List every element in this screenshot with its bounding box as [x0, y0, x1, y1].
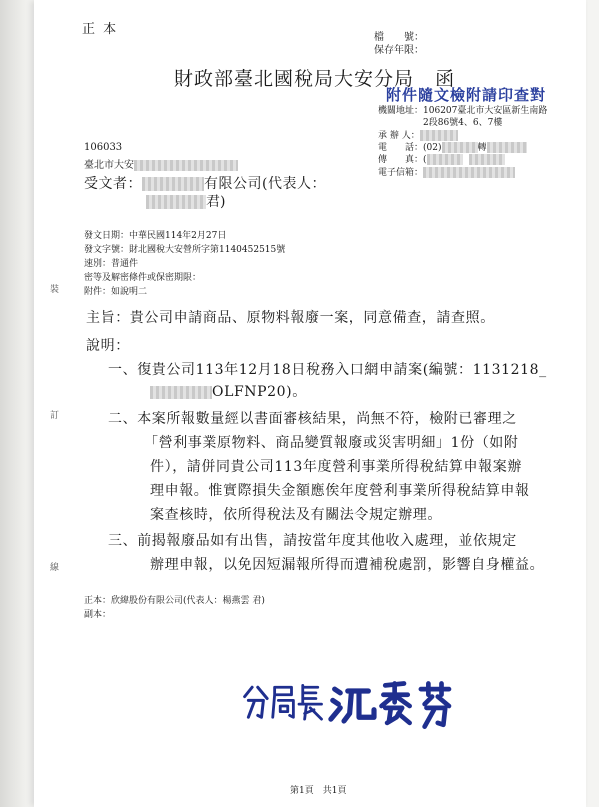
phone-label: 電 話：	[378, 143, 424, 153]
explanation-label: 說明：	[86, 338, 130, 354]
page-info: 第1頁 共1頁	[290, 786, 347, 796]
fax-row	[378, 152, 505, 165]
handler-label: 承 辦 人：	[378, 131, 420, 141]
secrecy: 密等及解密條件或保密期限：	[84, 273, 202, 283]
copy-recipient: 副本：	[84, 610, 112, 620]
fax-label: 傳 真：	[378, 155, 424, 165]
agency-name: 財政部臺北國稅局大安分局	[174, 68, 415, 90]
address-prefix: 臺北市大安	[84, 160, 134, 171]
item-3-line-1: 三、前揭報廢品如有出售，請按當年度其他收入處理，並依規定	[108, 533, 517, 549]
attachment-info: 附件：如說明二	[84, 287, 148, 297]
speed: 速別：普通件	[84, 259, 139, 269]
margin-mark-top: 裝	[50, 285, 60, 295]
doc-type: 函	[435, 68, 456, 90]
redacted-fax	[427, 154, 463, 165]
ext-label: 轉	[477, 143, 487, 153]
subject: 主旨：貴公司申請商品、原物料報廢一案，同意備查，請查照。	[86, 310, 495, 326]
address-line1: 106207臺北市大安區新生南路	[423, 106, 548, 116]
original-recipient: 正本：欣緯股份有限公司(代表人：楊燕雲 君)	[84, 596, 265, 606]
item-2-line-2: 「營利事業原物料、商品變質報廢或災害明細」1份（如附	[144, 435, 519, 451]
recipient-name: 有限公司(代表人：	[204, 176, 326, 192]
retention-label: 保存年限：	[374, 45, 424, 56]
email-label: 電子信箱：	[378, 168, 424, 178]
document-page	[34, 0, 586, 807]
recipient-address	[84, 156, 238, 171]
recipient-label: 受文者：	[84, 176, 142, 192]
redacted-representative	[146, 195, 206, 209]
redacted-company	[142, 177, 204, 191]
item-1-line-2-text: OLFNP20)。	[212, 384, 307, 400]
margin-mark-bottom: 線	[50, 563, 60, 573]
phone-value: (02)	[423, 143, 442, 153]
issue-date: 發文日期：中華民國114年2月27日	[84, 231, 227, 241]
email-row	[378, 165, 515, 178]
item-1-line-2	[150, 381, 307, 401]
recipient-name-end: 君)	[206, 194, 226, 210]
redacted-application-no	[150, 386, 212, 399]
item-2-line-1: 二、本案所報數量經以書面審核結果，尚無不符，檢附已審理之	[108, 411, 517, 427]
margin-mark-middle: 訂	[50, 411, 60, 421]
file-no-label: 檔 號：	[374, 32, 424, 43]
redacted-fax-2	[469, 154, 505, 165]
attachment-stamp: 附件隨文檢附請印查對	[386, 86, 547, 104]
fax-value: (	[423, 155, 427, 165]
address-label: 機關地址：	[378, 106, 424, 116]
redacted-email	[423, 167, 515, 178]
address-line2: 2段86號4、6、7樓	[423, 118, 503, 128]
recipient-line2	[146, 191, 225, 211]
item-2-line-3: 件），請併同貴公司113年度營利事業所得稅結算申報案辦	[150, 459, 522, 475]
item-3-line-2: 辦理申報，以免因短漏報所得而遭補稅處罰，影響自身權益。	[150, 557, 545, 573]
recipient-line	[84, 173, 326, 193]
director-signature	[229, 676, 489, 736]
copy-type: 正 本	[82, 22, 119, 37]
item-1-line-1: 一、復貴公司113年12月18日稅務入口網申請案(編號：1131218_	[108, 362, 547, 378]
postal-code: 106033	[84, 142, 123, 153]
item-2-line-4: 理申報。惟實際損失金額應俟年度營利事業所得稅結算申報	[150, 483, 530, 499]
item-2-line-5: 案查核時，依所得稅法及有關法令規定辦理。	[150, 507, 442, 523]
doc-number: 發文字號：財北國稅大安營所字第1140452515號	[84, 245, 286, 255]
redacted-address	[134, 160, 238, 171]
scan-edge	[0, 0, 34, 807]
